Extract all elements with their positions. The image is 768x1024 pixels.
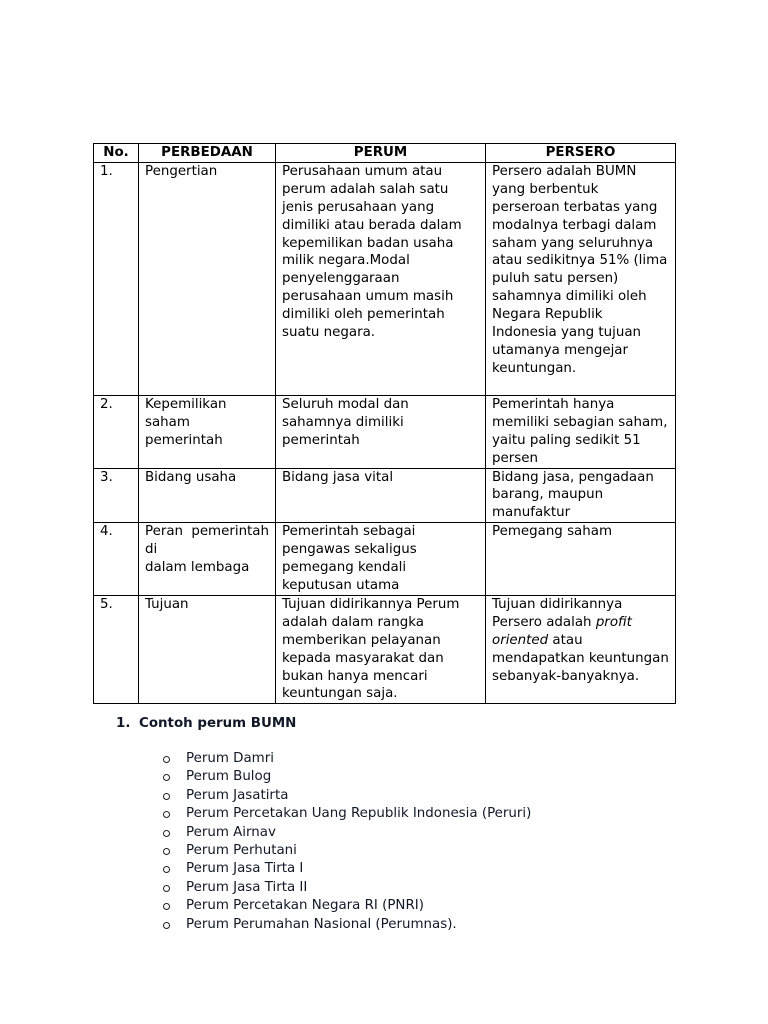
row-aspect: Tujuan: [139, 595, 276, 703]
list-item: [116, 897, 531, 915]
list-item: [116, 824, 531, 842]
list-item: [116, 879, 531, 897]
row-aspect: [139, 523, 276, 596]
circle-bullet-icon: [163, 756, 170, 763]
circle-bullet-icon: [163, 903, 170, 910]
circle-bullet-icon: [163, 922, 170, 929]
row-perum: Perusahaan umum atau perum adalah salah satu jenis perusahaan yang dimiliki atau berada dalam kepemilikan badan usaha milik negara.Modal penyelenggaraan perusahaan umum masih dimiliki oleh pemerintah suatu negara.: [276, 162, 486, 395]
row-persero: [486, 595, 676, 703]
list-item: [116, 750, 531, 768]
circle-bullet-icon: [163, 830, 170, 837]
row-number: 2.: [94, 395, 139, 468]
examples-heading-text: Contoh perum BUMN: [139, 716, 297, 731]
table-row: [94, 523, 676, 596]
list-item: [116, 787, 531, 805]
row-perum: Bidang jasa vital: [276, 468, 486, 523]
row-perum: Tujuan didirikannya Perum adalah dalam rangka memberikan pelayanan kepada masyarakat dan bukan hanya mencari keuntungan saja.: [276, 595, 486, 703]
comparison-table: [93, 143, 676, 704]
circle-bullet-icon: [163, 866, 170, 873]
table-row: [94, 468, 676, 523]
row-number: 4.: [94, 523, 139, 596]
table-row: [94, 395, 676, 468]
table-row: [94, 162, 676, 395]
row-number: 1.: [94, 162, 139, 395]
list-item-text: Perum Jasatirta: [186, 787, 289, 803]
list-item-text: Perum Percetakan Negara RI (PNRI): [186, 898, 424, 914]
row-aspect-line1: Peran pemerintah di: [145, 524, 269, 558]
list-item-text: Perum Perhutani: [186, 843, 297, 859]
examples-heading: [116, 715, 531, 733]
circle-bullet-icon: [163, 793, 170, 800]
list-item-text: Perum Damri: [186, 751, 274, 766]
header-perbedaan: PERBEDAAN: [139, 144, 276, 163]
row-number: 5.: [94, 595, 139, 703]
circle-bullet-icon: [163, 774, 170, 781]
list-item-text: Perum Bulog: [186, 769, 272, 785]
header-perum: PERUM: [276, 144, 486, 163]
persero-goal-text-end: atau mendapatkan keuntungan sebanyak-banyaknya.: [492, 632, 669, 684]
row-persero: Pemerintah hanya memiliki sebagian saham, yaitu paling sedikit 51 persen: [486, 395, 676, 468]
examples-section: [116, 715, 531, 934]
row-persero: Persero adalah BUMN yang berbentuk perseroan terbatas yang modalnya terbagi dalam saham yang seluruhnya atau sedikitnya 51% (lima puluh satu persen) sahamnya dimiliki oleh Negara Republik Indonesia yang tujuan utamanya mengejar keuntungan.: [486, 162, 676, 395]
list-item: [116, 860, 531, 878]
row-number: 3.: [94, 468, 139, 523]
header-no: No.: [94, 144, 139, 163]
list-item: [116, 805, 531, 823]
circle-bullet-icon: [163, 811, 170, 818]
table-header-row: [94, 144, 676, 163]
list-item-text: Perum Jasa Tirta I: [186, 861, 304, 877]
list-item-text: Perum Percetakan Uang Republik Indonesia (Peruri): [186, 806, 532, 822]
persero-goal-italic: profit oriented: [492, 614, 632, 648]
circle-bullet-icon: [163, 885, 170, 892]
row-aspect-line2: dalam lembaga: [145, 560, 250, 576]
row-aspect: Kepemilikan saham pemerintah: [139, 395, 276, 468]
row-aspect: Pengertian: [139, 162, 276, 395]
persero-goal-text: Tujuan didirikannya Persero adalah: [492, 596, 623, 630]
table-row: [94, 595, 676, 703]
row-persero: Pemegang saham: [486, 523, 676, 596]
row-perum: Pemerintah sebagai pengawas sekaligus pemegang kendali keputusan utama: [276, 523, 486, 596]
row-persero: Bidang jasa, pengadaan barang, maupun manufaktur: [486, 468, 676, 523]
circle-bullet-icon: [163, 848, 170, 855]
examples-heading-number: 1.: [116, 716, 131, 731]
list-item-text: Perum Perumahan Nasional (Perumnas).: [186, 916, 457, 932]
row-aspect: Bidang usaha: [139, 468, 276, 523]
list-item-text: Perum Jasa Tirta II: [186, 879, 308, 895]
list-item-text: Perum Airnav: [186, 824, 276, 840]
row-perum: Seluruh modal dan sahamnya dimiliki pemerintah: [276, 395, 486, 468]
examples-list: [116, 750, 531, 934]
list-item: [116, 842, 531, 860]
list-item: [116, 768, 531, 786]
header-persero: PERSERO: [486, 144, 676, 163]
list-item: [116, 916, 531, 934]
